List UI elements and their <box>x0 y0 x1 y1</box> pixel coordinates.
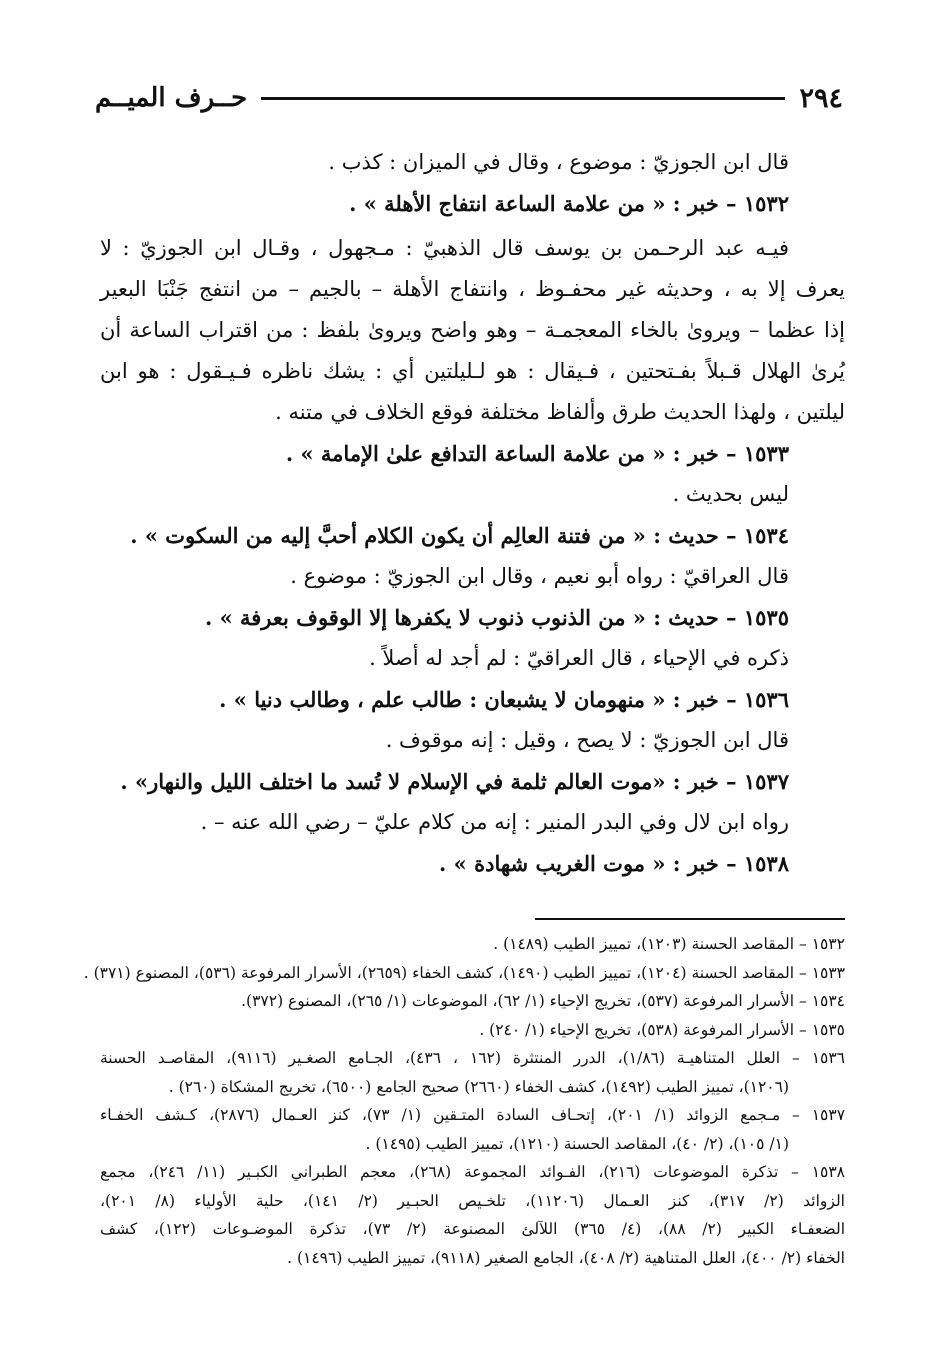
entry-heading-1537: ١٥٣٧ – خبر : «موت العالم ثلمة في الإسلام لا تُسد ما اختلف الليل والنهار» . <box>120 769 789 794</box>
entry-heading-1535: ١٥٣٥ – حديث : « من الذنوب ذنوب لا يكفرها إلا الوقوف بعرفة » . <box>204 605 789 630</box>
footnote-line: (١٢٠٦)، تمييز الطيب (١٤٩٢)، كشف الخفاء (٢٦٦٠) صحيح الجامع (٦٥٠٠)، تخريج المشكاة (٢٦٠) . <box>168 1077 789 1096</box>
text-line: قال ابن الجوزيّ : لا يصح ، وقيل : إنه موقوف . <box>385 728 789 752</box>
text-line: ليلتين ، ولهذا الحديث طرق وألفاظ مختلفة فوقع الخلاف في متنه . <box>275 400 845 424</box>
footnote-line: ١٥٣٥ – الأسرار المرفوعة (٥٣٨)، تخريج الإحياء (١/ ٢٤٠) . <box>479 1020 845 1039</box>
text-line: ليس بحديث . <box>672 482 789 506</box>
text-line: يُرىٰ الهلال قـبلاً بفـتحتين ، فـيقال : هو لـليلتين أي : يشك ناظره فـيـقول : هو ابن <box>100 359 845 383</box>
text-line: رواه ابن لال وفي البدر المنير : إنه من كلام عليّ – رضي الله عنه – . <box>200 810 789 834</box>
footnote-line: ١٥٣٣ – المقاصد الحسنة (١٢٠٤)، تمييز الطيب (١٤٩٠)، كشف الخفاء (٢٦٥٩)، الأسرار المرفوعة (٥٣٦)، المصنوع (٣٧١) . <box>83 963 845 982</box>
entry-heading-1536: ١٥٣٦ – خبر : « منهومان لا يشبعان : طالب علم ، وطالب دنيا » . <box>219 687 789 712</box>
footnote-line: ١٥٣٨ – تذكرة الموضوعات (٢١٦)، الفـوائد المجموعة (٢٦٨)، معجم الطبراني الكبـير (١١/ ٢٤٦)، مجمع <box>100 1163 845 1181</box>
text-line: إذا عظما – ويروىٰ بالخاء المعجمـة – وهو واضح ويروىٰ بلفظ : من اقتراب الساعة أن <box>100 318 845 342</box>
footnote-separator <box>535 918 845 920</box>
footnote-line: الزوائد (٢/ ٣١٧)، كنز العـمال (١١٢٠٦)، تلخـيص الحبـير (٢/ ١٤١)، حلية الأولياء (٨/ ٢٠١)، <box>100 1191 845 1210</box>
main-text <box>100 142 845 884</box>
entry-heading-1532: ١٥٣٢ – خبر : « من علامة الساعة انتفاج الأهلة » . <box>349 191 789 216</box>
footnote-line: الضعفـاء الكبير (٢/ ٨٨)، (٤/ ٣٦٥) اللآلئ المصنوعة (٢/ ٧٣)، تذكرة الموضـوعات (١٢٢)، كشف <box>100 1220 845 1238</box>
text-line: فيـه عبد الرحـمن بن يوسف قال الذهبيّ : مـجهول ، وقـال ابن الجوزيّ : لا <box>100 236 789 260</box>
footnote-line: ١٥٣٦ – العلل المتناهيـة (١/٨٦)، الدرر المنتثرة (١٦٢ ، ٤٣٦)، الجـامع الصغـير (٩١١٦)، المقاصـد الحسنة <box>100 1049 846 1067</box>
running-header <box>95 78 843 118</box>
header-rule <box>261 97 785 100</box>
footnote-line: الخفاء (٢/ ٤٠٠)، العلل المتناهية (٢/ ٤٠٨)، الجامع الصغير (٩١١٨)، تمييز الطيب (١٤٩٦) . <box>287 1248 845 1267</box>
footnote-line: ١٥٣٢ – المقاصد الحسنة (١٢٠٣)، تمييز الطيب (١٤٨٩) . <box>493 935 845 953</box>
footnote-line: ١٥٣٧ – مـجمع الزوائد (١/ ٢٠١)، إتحـاف السادة المتـقين (١/ ٧٣)، كنز العـمال (٢٨٧٦)، كـشف الخفـاء <box>100 1106 846 1124</box>
page-number: ٢٩٤ <box>799 82 843 114</box>
text-line: يعرف إلا به ، وحديثه غير محفـوظ ، وانتفاج الأهلة – بالجيم – من انتفج جَنْبَا البعير <box>100 277 845 301</box>
footnote-line: (١/ ١٠٥)، (٢/ ٤٠)، المقاصد الحسنة (١٢١٠)، تمييز الطيب (١٤٩٥) . <box>365 1134 789 1153</box>
footnotes <box>83 930 846 1272</box>
entry-heading-1533: ١٥٣٣ – خبر : « من علامة الساعة التدافع علىٰ الإمامة » . <box>285 441 789 466</box>
text-line: قال العراقيّ : رواه أبو نعيم ، وقال ابن الجوزيّ : موضوع . <box>290 564 789 588</box>
entry-heading-1534: ١٥٣٤ – حديث : « من فتنة العالِم أن يكون الكلام أحبَّ إليه من السكوت » . <box>130 523 789 548</box>
entry-heading-1538: ١٥٣٨ – خبر : « موت الغريب شهادة » . <box>439 851 789 876</box>
text-line: قال ابن الجوزيّ : موضوع ، وقال في الميزان : كذب . <box>328 150 789 174</box>
chapter-title: حــرف الميــم <box>95 83 248 113</box>
footnote-line: ١٥٣٤ – الأسرار المرفوعة (٥٣٧)، تخريج الإحياء (١/ ٦٢)، الموضوعات (١/ ٢٦٥)، المصنوع (٣٧٢). <box>241 992 845 1010</box>
text-line: ذكره في الإحياء ، قال العراقيّ : لم أجد له أصلاً . <box>369 646 789 670</box>
